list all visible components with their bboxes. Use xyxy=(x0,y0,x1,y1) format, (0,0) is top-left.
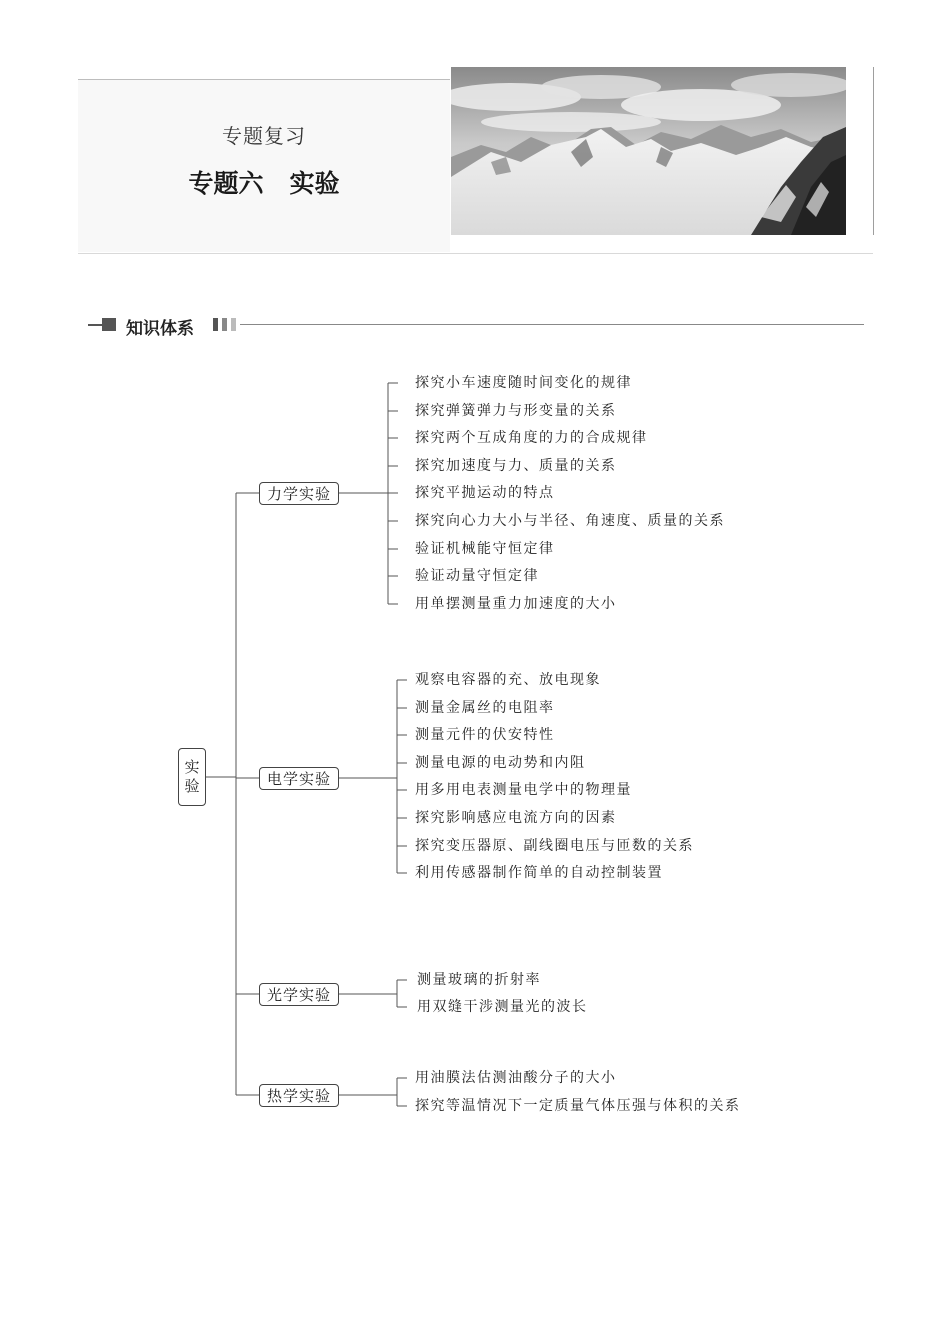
electricity-item: 探究变压器原、副线圈电压与匝数的关系 xyxy=(415,838,694,854)
mechanics-item: 用单摆测量重力加速度的大小 xyxy=(415,596,617,612)
electricity-item: 测量金属丝的电阻率 xyxy=(415,700,555,716)
mechanics-item: 探究加速度与力、质量的关系 xyxy=(415,458,617,474)
electricity-item: 测量电源的电动势和内阻 xyxy=(415,755,586,771)
category-optics: 光学实验 xyxy=(259,983,339,1006)
category-electricity: 电学实验 xyxy=(259,767,339,790)
category-mechanics: 力学实验 xyxy=(259,482,339,505)
title-part-1: 专题六 xyxy=(188,169,264,198)
mechanics-item: 探究两个互成角度的力的合成规律 xyxy=(415,430,648,446)
electricity-item: 测量元件的伏安特性 xyxy=(415,727,555,743)
mechanics-item: 探究向心力大小与半径、角速度、质量的关系 xyxy=(415,513,725,529)
thermal-item: 用油膜法估测油酸分子的大小 xyxy=(415,1070,617,1086)
page-subtitle: 专题复习 xyxy=(222,124,306,148)
title-part-2: 实验 xyxy=(289,169,340,198)
root-label-line-1: 实 xyxy=(184,758,200,776)
mechanics-item: 探究平抛运动的特点 xyxy=(415,485,555,501)
mechanics-item: 验证机械能守恒定律 xyxy=(415,541,555,557)
section-title: 知识体系 xyxy=(126,319,194,339)
mechanics-item: 探究弹簧弹力与形变量的关系 xyxy=(415,403,617,419)
thermal-item: 探究等温情况下一定质量气体压强与体积的关系 xyxy=(415,1098,741,1114)
mechanics-item: 验证动量守恒定律 xyxy=(415,568,539,584)
optics-item: 用双缝干涉测量光的波长 xyxy=(417,999,588,1015)
root-label-line-2: 验 xyxy=(184,777,200,795)
electricity-item: 探究影响感应电流方向的因素 xyxy=(415,810,617,826)
electricity-item: 观察电容器的充、放电现象 xyxy=(415,672,601,688)
electricity-item: 利用传感器制作简单的自动控制装置 xyxy=(415,865,663,881)
electricity-item: 用多用电表测量电学中的物理量 xyxy=(415,782,632,798)
category-thermal: 热学实验 xyxy=(259,1084,339,1107)
mindmap-root xyxy=(178,748,206,806)
mechanics-item: 探究小车速度随时间变化的规律 xyxy=(415,375,632,391)
optics-item: 测量玻璃的折射率 xyxy=(417,972,541,988)
